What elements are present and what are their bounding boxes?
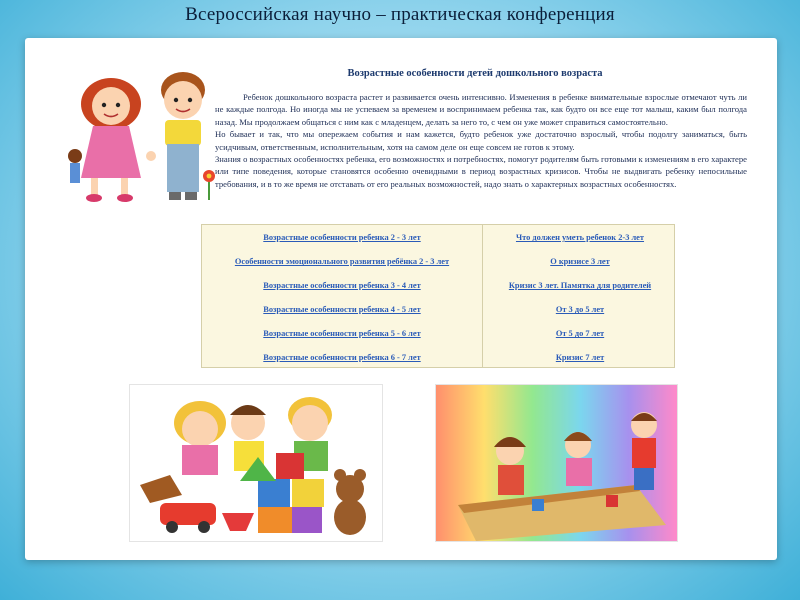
link-age-2-3[interactable]: Возрастные особенности ребенка 2 - 3 лет [263, 233, 421, 242]
link-crisis-3[interactable]: О кризисе 3 лет [550, 257, 610, 266]
toys-illustration [129, 384, 383, 542]
link-5-to-7[interactable]: От 5 до 7 лет [555, 329, 605, 338]
children-illustration [59, 60, 239, 210]
article-title: Возрастные особенности детей дошкольного возраста [347, 68, 603, 79]
link-age-4-5[interactable]: Возрастные особенности ребенка 4 - 5 лет [263, 305, 421, 314]
links-column-left [202, 225, 482, 367]
link-age-5-6[interactable]: Возрастные особенности ребенка 5 - 6 лет [263, 329, 421, 338]
link-emotional-2-3[interactable]: Особенности эмоционального развития ребёнка 2 - 3 лет [234, 257, 450, 266]
link-3-to-5[interactable]: От 3 до 5 лет [555, 305, 605, 314]
sandbox-illustration [435, 384, 678, 542]
article-paragraph: Ребенок дошкольного возраста растет и развивается очень интенсивно. Изменения в ребенке внимательные взрослые отмечают чуть ли не каждые полгода. Но иногда мы не успеваем за временем и воспринимаем ребенка так, как будто он все еще тот малыш, каким был полгода назад. Мы продолжаем общаться с ним как с младенцем, делать за него то, с чем он уже может справиться самостоятельно. [215, 92, 747, 127]
link-crisis-3-memo[interactable]: Кризис 3 лет. Памятка для родителей [508, 281, 652, 290]
article-paragraph: Но бывает и так, что мы опережаем события и нам кажется, будто ребенок уже достаточно взрослый, чтобы подолгу заниматься, быть усидчивым, ответственным, исполнительным, хотя на самом деле он еще совсем не готов к этому. [215, 129, 747, 152]
article-body [215, 91, 747, 190]
link-age-6-7[interactable]: Возрастные особенности ребенка 6 - 7 лет [263, 353, 421, 362]
link-skills-2-3[interactable]: Что должен уметь ребенок 2-3 лет [515, 233, 645, 242]
slide-title: Всероссийская научно – практическая конференция [185, 4, 615, 25]
links-column-right [482, 225, 677, 367]
link-crisis-7[interactable]: Кризис 7 лет [555, 353, 605, 362]
links-table [201, 224, 675, 368]
content-card [25, 38, 777, 560]
link-age-3-4[interactable]: Возрастные особенности ребенка 3 - 4 лет [263, 281, 421, 290]
article-paragraph: Знания о возрастных особенностях ребенка, его возможностях и потребностях, помогут родителям быть готовыми к изменениям в его характере или типе поведения, которые становятся особенно очевидными в период возрастных кризисов. Чтобы не выдвигать ребенку непосильные требования, и в то же время не отставать от его реальных возможностей, надо знать о характерных возрастных особенностях. [215, 154, 747, 189]
